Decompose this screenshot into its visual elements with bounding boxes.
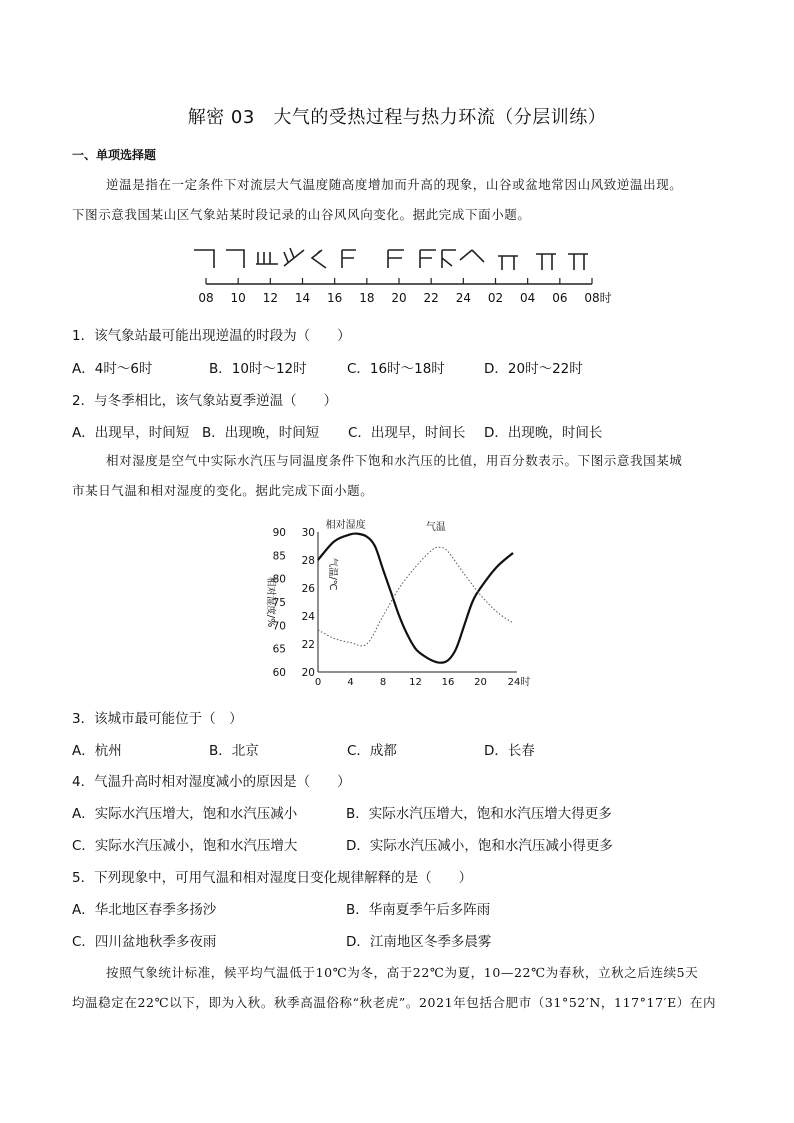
q3-option-b[interactable]: B．北京 — [209, 743, 259, 759]
x-tick-label: 4 — [347, 677, 354, 688]
time-tick-label: 08 — [198, 291, 214, 305]
q1-option-c[interactable]: C．16时～18时 — [347, 361, 445, 377]
wind-direction-diagram — [180, 238, 620, 306]
wind-barb — [442, 250, 456, 268]
wind-barb — [284, 248, 304, 266]
question-3: 3．该城市最可能位于（ ） — [72, 711, 243, 727]
y-right-tick-label: 26 — [301, 583, 315, 595]
temperature-series-label: 气温 — [425, 522, 446, 533]
time-tick-label: 18 — [359, 291, 375, 305]
q1-option-d[interactable]: D．20时～22时 — [484, 361, 583, 377]
q3-option-a[interactable]: A．杭州 — [72, 743, 122, 759]
intro-paragraph-1 — [72, 170, 732, 230]
q4-option-b[interactable]: B．实际水汽压增大，饱和水汽压增大得更多 — [346, 806, 612, 822]
q4-option-d[interactable]: D．实际水汽压减小，饱和水汽压减小得更多 — [346, 838, 613, 854]
q4-option-a[interactable]: A．实际水汽压增大，饱和水汽压减小 — [72, 806, 298, 822]
y-right-tick-label: 30 — [301, 527, 315, 539]
q5-option-c[interactable]: C．四川盆地秋季多夜雨 — [72, 934, 217, 950]
y-left-tick-label: 60 — [272, 667, 286, 679]
time-tick-label: 14 — [294, 291, 311, 305]
x-tick-label: 8 — [379, 677, 387, 688]
wind-barb — [568, 254, 588, 270]
q2-option-d[interactable]: D．出现晚，时间长 — [484, 425, 603, 441]
x-tick-label: 12 — [409, 677, 422, 688]
wind-barb — [536, 254, 556, 270]
y-left-tick-label: 80 — [272, 573, 286, 586]
time-ticks — [198, 278, 611, 305]
y-right-tick-label: 28 — [301, 555, 315, 567]
intro-paragraph-3 — [72, 958, 732, 1018]
q1-option-b[interactable]: B．10时～12时 — [209, 361, 307, 377]
time-tick-label: 16 — [327, 291, 343, 305]
y-left-tick-label: 70 — [272, 620, 286, 633]
page-title: 解密 03 大气的受热过程与热力环流（分层训练） — [187, 107, 607, 128]
q5-option-b[interactable]: B．华南夏季午后多阵雨 — [346, 902, 491, 918]
q3-option-c[interactable]: C．成都 — [347, 743, 397, 759]
y-left-tick-label: 90 — [272, 527, 286, 539]
y-right-tick-label: 24 — [301, 611, 315, 623]
q5-option-d[interactable]: D．江南地区冬季多晨雾 — [346, 934, 492, 950]
intro-paragraph-2 — [72, 446, 732, 506]
intro3-line2: 均温稳定在22℃以下，即为入秋。秋季高温俗称“秋老虎”。2021年包括合肥市（31°52′N，117°17′E）在内 — [72, 995, 717, 1010]
time-tick-label: 12 — [262, 291, 278, 305]
x-tick-label: 20 — [474, 677, 487, 688]
humidity-temperature-chart — [258, 514, 548, 694]
humidity-series-label: 相对湿度 — [325, 520, 366, 531]
q3-option-d[interactable]: D．长春 — [484, 743, 535, 759]
q2-option-b[interactable]: B．出现晚，时间短 — [202, 425, 320, 441]
intro3-line1: 按照气象统计标准，候平均气温低于10℃为冬，高于22℃为夏，10—22℃为春秋，立秋之后连续5天 — [106, 965, 699, 980]
q1-option-a[interactable]: A．4时～6时 — [72, 361, 153, 377]
wind-barb — [194, 250, 214, 268]
temperature-line — [318, 547, 513, 646]
y-right-tick-label: 20 — [301, 667, 315, 679]
y-left-axis-label: 相对湿度/% — [265, 576, 276, 628]
wind-barbs — [194, 248, 588, 270]
intro2-line1: 相对湿度是空气中实际水汽压与同温度条件下饱和水汽压的比值，用百分数表示。下图示意我国某城 — [106, 453, 683, 468]
q2-option-c[interactable]: C．出现早，时间长 — [348, 425, 466, 441]
question-2: 2．与冬季相比，该气象站夏季逆温（ ） — [72, 393, 338, 409]
wind-barb — [226, 250, 244, 268]
wind-barb — [420, 250, 436, 268]
time-tick-label: 04 — [520, 291, 536, 305]
time-tick-label: 24 — [455, 291, 471, 305]
intro1-line2: 下图示意我国某山区气象站某时段记录的山谷风风向变化。据此完成下面小题。 — [72, 207, 531, 222]
intro1-line1: 逆温是指在一定条件下对流层大气温度随高度增加而升高的现象，山谷或盆地常因山风致逆温出现。 — [106, 177, 683, 192]
time-tick-label: 02 — [487, 291, 504, 305]
time-tick-label: 10 — [230, 291, 246, 305]
x-tick-label: 16 — [441, 677, 455, 688]
wind-barb — [312, 250, 326, 268]
time-tick-label: 22 — [423, 291, 439, 305]
q2-option-a[interactable]: A．出现早，时间短 — [72, 425, 190, 441]
x-tick-label: 24时 — [507, 677, 531, 688]
question-4: 4．气温升高时相对湿度减小的原因是（ ） — [72, 774, 351, 790]
wind-barb — [460, 250, 484, 262]
question-1: 1．该气象站最可能出现逆温的时段为（ ） — [72, 328, 351, 344]
time-tick-label: 08时 — [584, 291, 612, 305]
question-5: 5．下列现象中，可用气温和相对湿度日变化规律解释的是（ ） — [72, 870, 473, 886]
y-left-tick-label: 65 — [272, 643, 286, 656]
humidity-line — [318, 533, 513, 662]
section-heading: 一、单项选择题 — [72, 148, 157, 162]
x-tick-label: 0 — [314, 677, 322, 688]
wind-barb — [388, 250, 404, 268]
y-right-tick-label: 22 — [301, 639, 315, 651]
q4-option-c[interactable]: C．实际水汽压减小，饱和水汽压增大 — [72, 838, 298, 854]
y-left-tick-label: 85 — [272, 550, 286, 563]
time-tick-label: 06 — [552, 291, 568, 305]
y-left-tick-label: 75 — [272, 597, 286, 609]
wind-barb — [256, 252, 278, 264]
wind-barb — [498, 256, 518, 270]
q5-option-a[interactable]: A．华北地区春季多扬沙 — [72, 902, 217, 918]
wind-barb — [342, 250, 356, 268]
intro2-line2: 市某日气温和相对湿度的变化。据此完成下面小题。 — [72, 483, 374, 498]
y-right-axis-label: 气温/℃ — [327, 557, 338, 591]
time-tick-label: 20 — [391, 291, 407, 305]
